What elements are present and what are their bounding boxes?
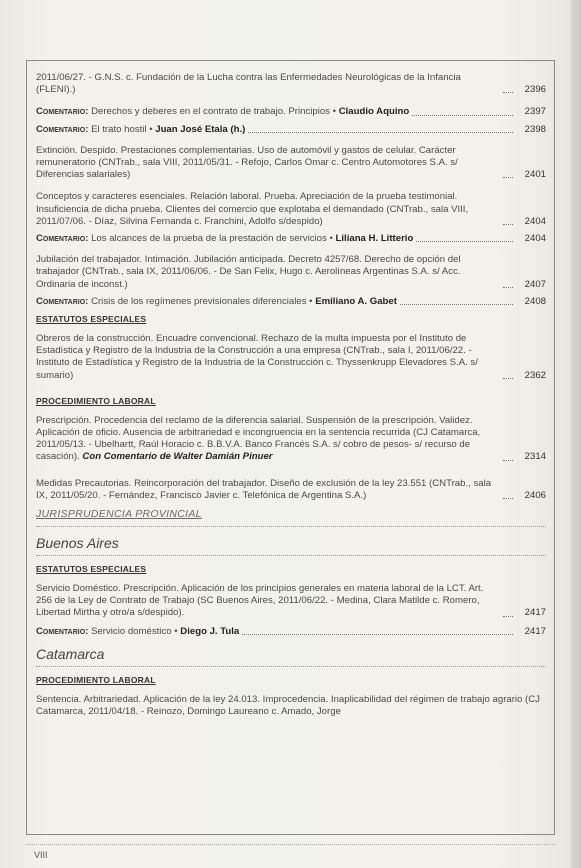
dot-leader (503, 92, 513, 93)
divider (36, 526, 546, 527)
comment-author: Emiliano A. Gabet (315, 295, 397, 307)
index-entry-fleni (36, 72, 546, 96)
entry-text: Sentencia. Arbitrariedad. Aplicación de la ley 24.013. Improcedencia. Inaplicabilidad del régimen de trabajo agrario (CJ Catamarca, 2011/04/18. - Reinozo, Domingo Laureano c. Amado, Jorge (36, 693, 540, 718)
comment-label: Comentario: (36, 106, 89, 118)
index-entry-construccion (36, 333, 546, 382)
comment-author: Juan José Etala (h.) (155, 123, 246, 135)
index-entry-prescripcion (36, 415, 546, 464)
region-heading-catamarca: Catamarca (36, 645, 105, 662)
divider (36, 666, 546, 667)
index-content (36, 72, 546, 728)
entry-text: Extinción. Despido. Prestaciones complementarias. Uso de automóvil y gastos de celular. Carácter remuneratorio (CNTrab., sala VIII, 2011/05/31. - Refojo, Carlos Omar c. Centro Automotores S.A. s/ Diferencias salariales) (36, 144, 458, 181)
page-number: 2362 (524, 369, 546, 381)
dot-leader (503, 287, 513, 288)
section-heading-procedimiento-2: PROCEDIMIENTO LABORAL (36, 674, 156, 685)
page-number: 2314 (524, 451, 546, 463)
section-heading-procedimiento: PROCEDIMIENTO LABORAL (36, 395, 156, 406)
dot-leader (503, 224, 513, 225)
dot-leader (503, 177, 513, 178)
entry-text: Prescripción. Procedencia del reclamo de la diferencia salarial. Suspensión de la prescripción. Validez. Aplicación de oficio. Ausencia de arbitrariedad e incongruencia en la sentencia recurrida (CJ Catamarca, 2011/05/13. - Ubelhartt, Raúl Horacio c. B.B.V.A. Banco Francés S.A. s/ cobro de pesos- s/ recurso de casación). (36, 414, 481, 463)
comment-author: Diego J. Tula (180, 625, 240, 637)
dot-leader (248, 132, 513, 133)
page-number: 2404 (524, 215, 546, 227)
dot-leader (242, 634, 513, 635)
book-spine-shadow (571, 0, 581, 868)
comment-title: Derechos y deberes en el contrato de trabajo. Principios (91, 106, 330, 118)
index-entry-sentencia (36, 694, 546, 718)
entry-text: Obreros de la construcción. Encuadre convencional. Rechazo de la multa impuesta por el Instituto de Estadística y Registro de la Industria de la Construcción a una empresa (CNTrab., sala I, 2011/06/22. - Instituto de Estadística y Registro de la Industria de la Construcción c. Thyssenkrupp Elevadores S.A. s/ sumario) (36, 333, 478, 381)
comment-label: Comentario: (36, 295, 89, 307)
comment-label: Comentario: (36, 123, 89, 135)
divider (36, 555, 546, 556)
jurisprudencia-provincial-heading: JURISPRUDENCIA PROVINCIAL (36, 508, 202, 521)
content-frame (26, 60, 555, 835)
page-number: 2417 (524, 625, 546, 637)
entry-text: Servicio Doméstico. Prescripción. Aplicación de los principios generales en materia laboral de la LCT. Art. 256 de la Ley de Contrato de Trabajo (SC Buenos Aires, 2011/06/22. - Medina, Clara Matilde c. Romero, Libertad Mirtha y otro/a s/despido). (36, 583, 484, 619)
comment-gabet: Comentario: Crisis de los regímenes previsionales diferenciales • Emiliano A. Gabet 2408 (36, 295, 546, 307)
dot-leader (400, 304, 513, 305)
page-number: 2407 (524, 278, 546, 290)
comment-aquino: Comentario: Derechos y deberes en el contrato de trabajo. Principios • Claudio Aquino 2397 (36, 106, 546, 118)
comment-tula: Comentario: Servicio doméstico • Diego J. Tula 2417 (36, 625, 546, 637)
page-number: 2396 (524, 84, 546, 96)
page-number: 2404 (524, 233, 546, 245)
region-heading-buenos-aires: Buenos Aires (36, 535, 119, 552)
entry-text: Conceptos y caracteres esenciales. Relación laboral. Prueba. Apreciación de la prueba testimonial. Insuficiencia de dicha prueba. Clientes del comercio que explotaba el demandado (CNTrab., sala VIII, 2011/07/06. - Díaz, Silvina Fernanda c. Franchini, Adolfo s/despido) (36, 191, 469, 227)
page-number: 2397 (524, 106, 546, 118)
folio-number: VIII (34, 850, 48, 860)
comment-label: Comentario: (36, 233, 89, 245)
dot-leader (503, 378, 513, 379)
entry-text: Medidas Precautorias. Reincorporación del trabajador. Diseño de exclusión de la ley 23.551 (CNTrab., sala IX, 2011/05/20. - Fernández, Francisco Javier c. Telefónica de Argentina S.A.) (36, 477, 492, 501)
comment-label: Comentario: (36, 625, 89, 637)
dot-leader (503, 460, 513, 461)
page-number: 2406 (524, 489, 546, 501)
index-entry-san-felix (36, 254, 546, 291)
comment-title: Los alcances de la prueba de la prestación de servicios (91, 233, 327, 245)
dot-leader (416, 241, 513, 242)
comment-litterio: Comentario: Los alcances de la prueba de la prestación de servicios • Liliana H. Litterio 2404 (36, 233, 546, 245)
page-number: 2408 (524, 295, 546, 307)
section-heading-estatutos-2: ESTATUTOS ESPECIALES (36, 564, 147, 575)
section-heading-estatutos: ESTATUTOS ESPECIALES (36, 314, 147, 325)
comment-etala: Comentario: El trato hostil • Juan José Etala (h.) 2398 (36, 123, 546, 135)
comment-title: Servicio doméstico (91, 625, 172, 637)
index-entry-refojo (36, 145, 546, 182)
page-number: 2398 (524, 123, 546, 135)
comment-title: El trato hostil (91, 123, 147, 135)
comment-author: Con Comentario de Walter Damián Pinuer (82, 451, 273, 463)
page-number: 2401 (524, 169, 546, 181)
index-entry-diaz (36, 191, 546, 228)
dot-leader (503, 498, 513, 499)
dot-leader (503, 616, 513, 617)
index-entry-medidas (36, 478, 546, 502)
index-entry-servicio (36, 583, 546, 620)
comment-title: Crisis de los regímenes previsionales diferenciales (91, 295, 307, 307)
comment-author: Liliana H. Litterio (335, 233, 414, 245)
comment-author: Claudio Aquino (338, 106, 410, 118)
footer-rule (26, 844, 555, 845)
entry-text: 2011/06/27. - G.N.S. c. Fundación de la Lucha contra las Enfermedades Neurológicas de la Infancia (FLENI).) (36, 72, 461, 96)
page-number: 2417 (524, 607, 546, 619)
entry-text: Jubilación del trabajador. Intimación. Jubilación anticipada. Decreto 4257/68. Derecho de opción del trabajador (CNTrab., sala IX, 2011/06/06. - De San Felix, Hugo c. Aerolíneas Argentinas S.A. s/ Acc. Ordinaria de inconst.) (36, 254, 461, 290)
dot-leader (412, 115, 513, 116)
